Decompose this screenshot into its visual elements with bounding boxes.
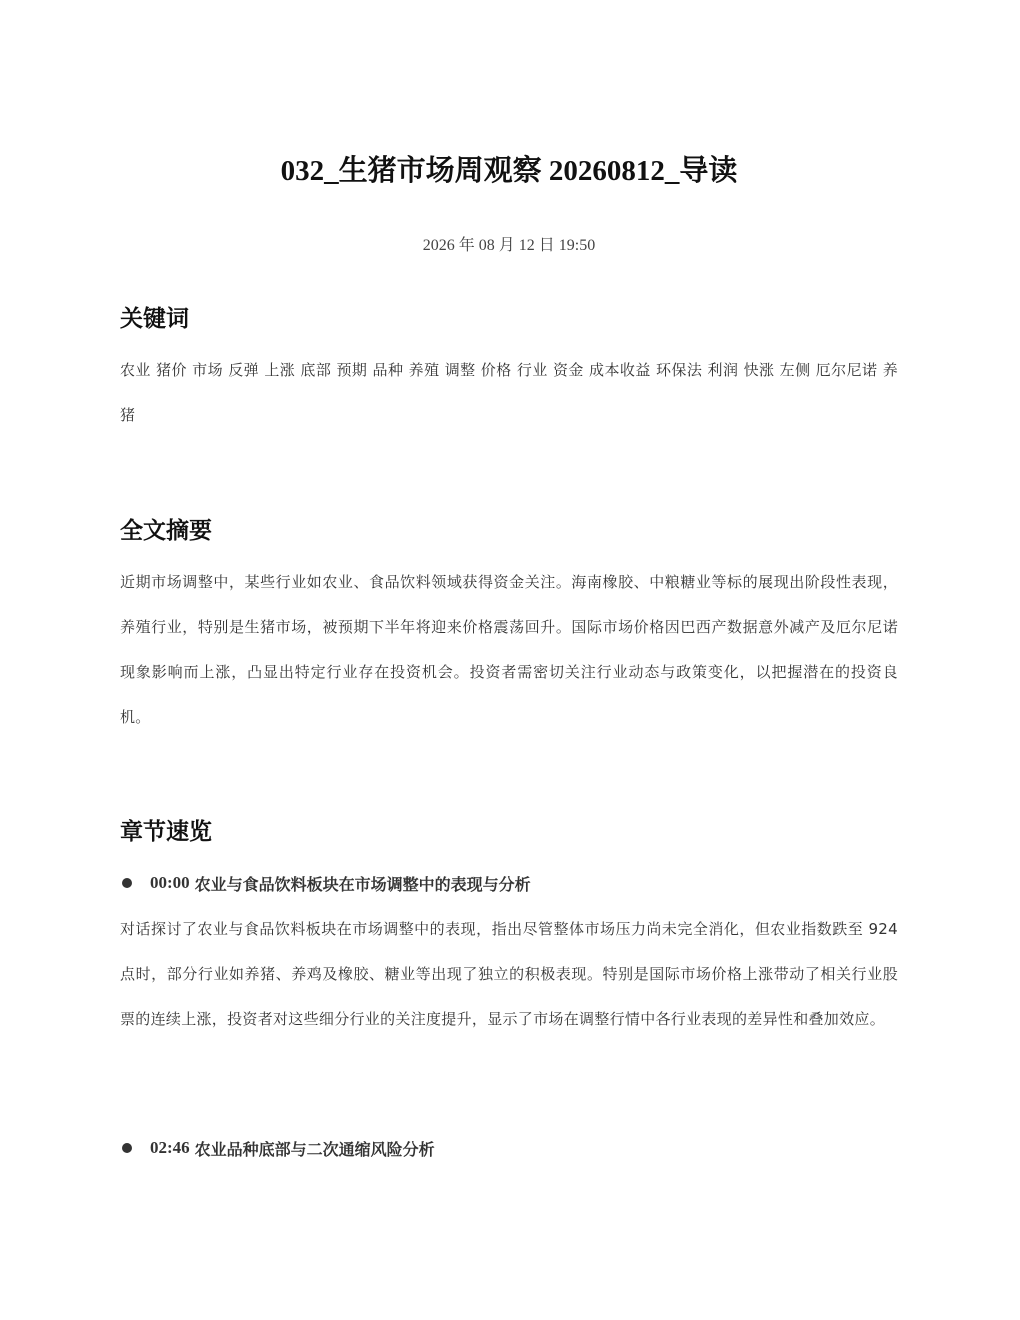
- document-title: 032_生猪市场周观察 20260812_导读: [280, 155, 738, 187]
- bullet-icon: [122, 878, 132, 888]
- summary-text: 近期市场调整中，某些行业如农业、食品饮料领域获得资金关注。海南橡胶、中粮糖业等标的展现出阶段性表现，养殖行业，特别是生猪市场，被预期下半年将迎来价格震荡回升。国际市场价格因巴西产数据意外减产及厄尔尼诺现象影响而上涨，凸显出特定行业存在投资机会。投资者需密切关注行业动态与政策变化，以把握潜在的投资良机。: [120, 573, 898, 726]
- chapter-title: 农业品种底部与二次通缩风险分析: [194, 1139, 435, 1159]
- keywords-heading: 关键词: [120, 306, 189, 332]
- chapter-timestamp: 02:46: [150, 1138, 190, 1157]
- keywords-text: 农业 猪价 市场 反弹 上涨 底部 预期 品种 养殖 调整 价格 行业 资金 成本收益 环保法 利润 快涨 左侧 厄尔尼诺 养猪: [120, 361, 898, 424]
- chapter-item: [120, 868, 898, 898]
- chapter-body: 对话探讨了农业与食品饮料板块在市场调整中的表现，指出尽管整体市场压力尚未完全消化，但农业指数跌至 924 点时，部分行业如养猪、养鸡及橡胶、糖业等出现了独立的积极表现。特别是国际市场价格上涨带动了相关行业股票的连续上涨，投资者对这些细分行业的关注度提升，显示了市场在调整行情中各行业表现的差异性和叠加效应。: [120, 920, 898, 1028]
- chapter-timestamp: 00:00: [150, 873, 190, 892]
- document-date: 2026 年 08 月 12 日 19:50: [422, 237, 596, 254]
- chapter-title: 农业与食品饮料板块在市场调整中的表现与分析: [194, 874, 531, 894]
- chapters-heading: 章节速览: [120, 819, 212, 845]
- bullet-icon: [122, 1143, 132, 1153]
- chapter-item: [120, 1133, 898, 1163]
- summary-heading: 全文摘要: [120, 518, 212, 544]
